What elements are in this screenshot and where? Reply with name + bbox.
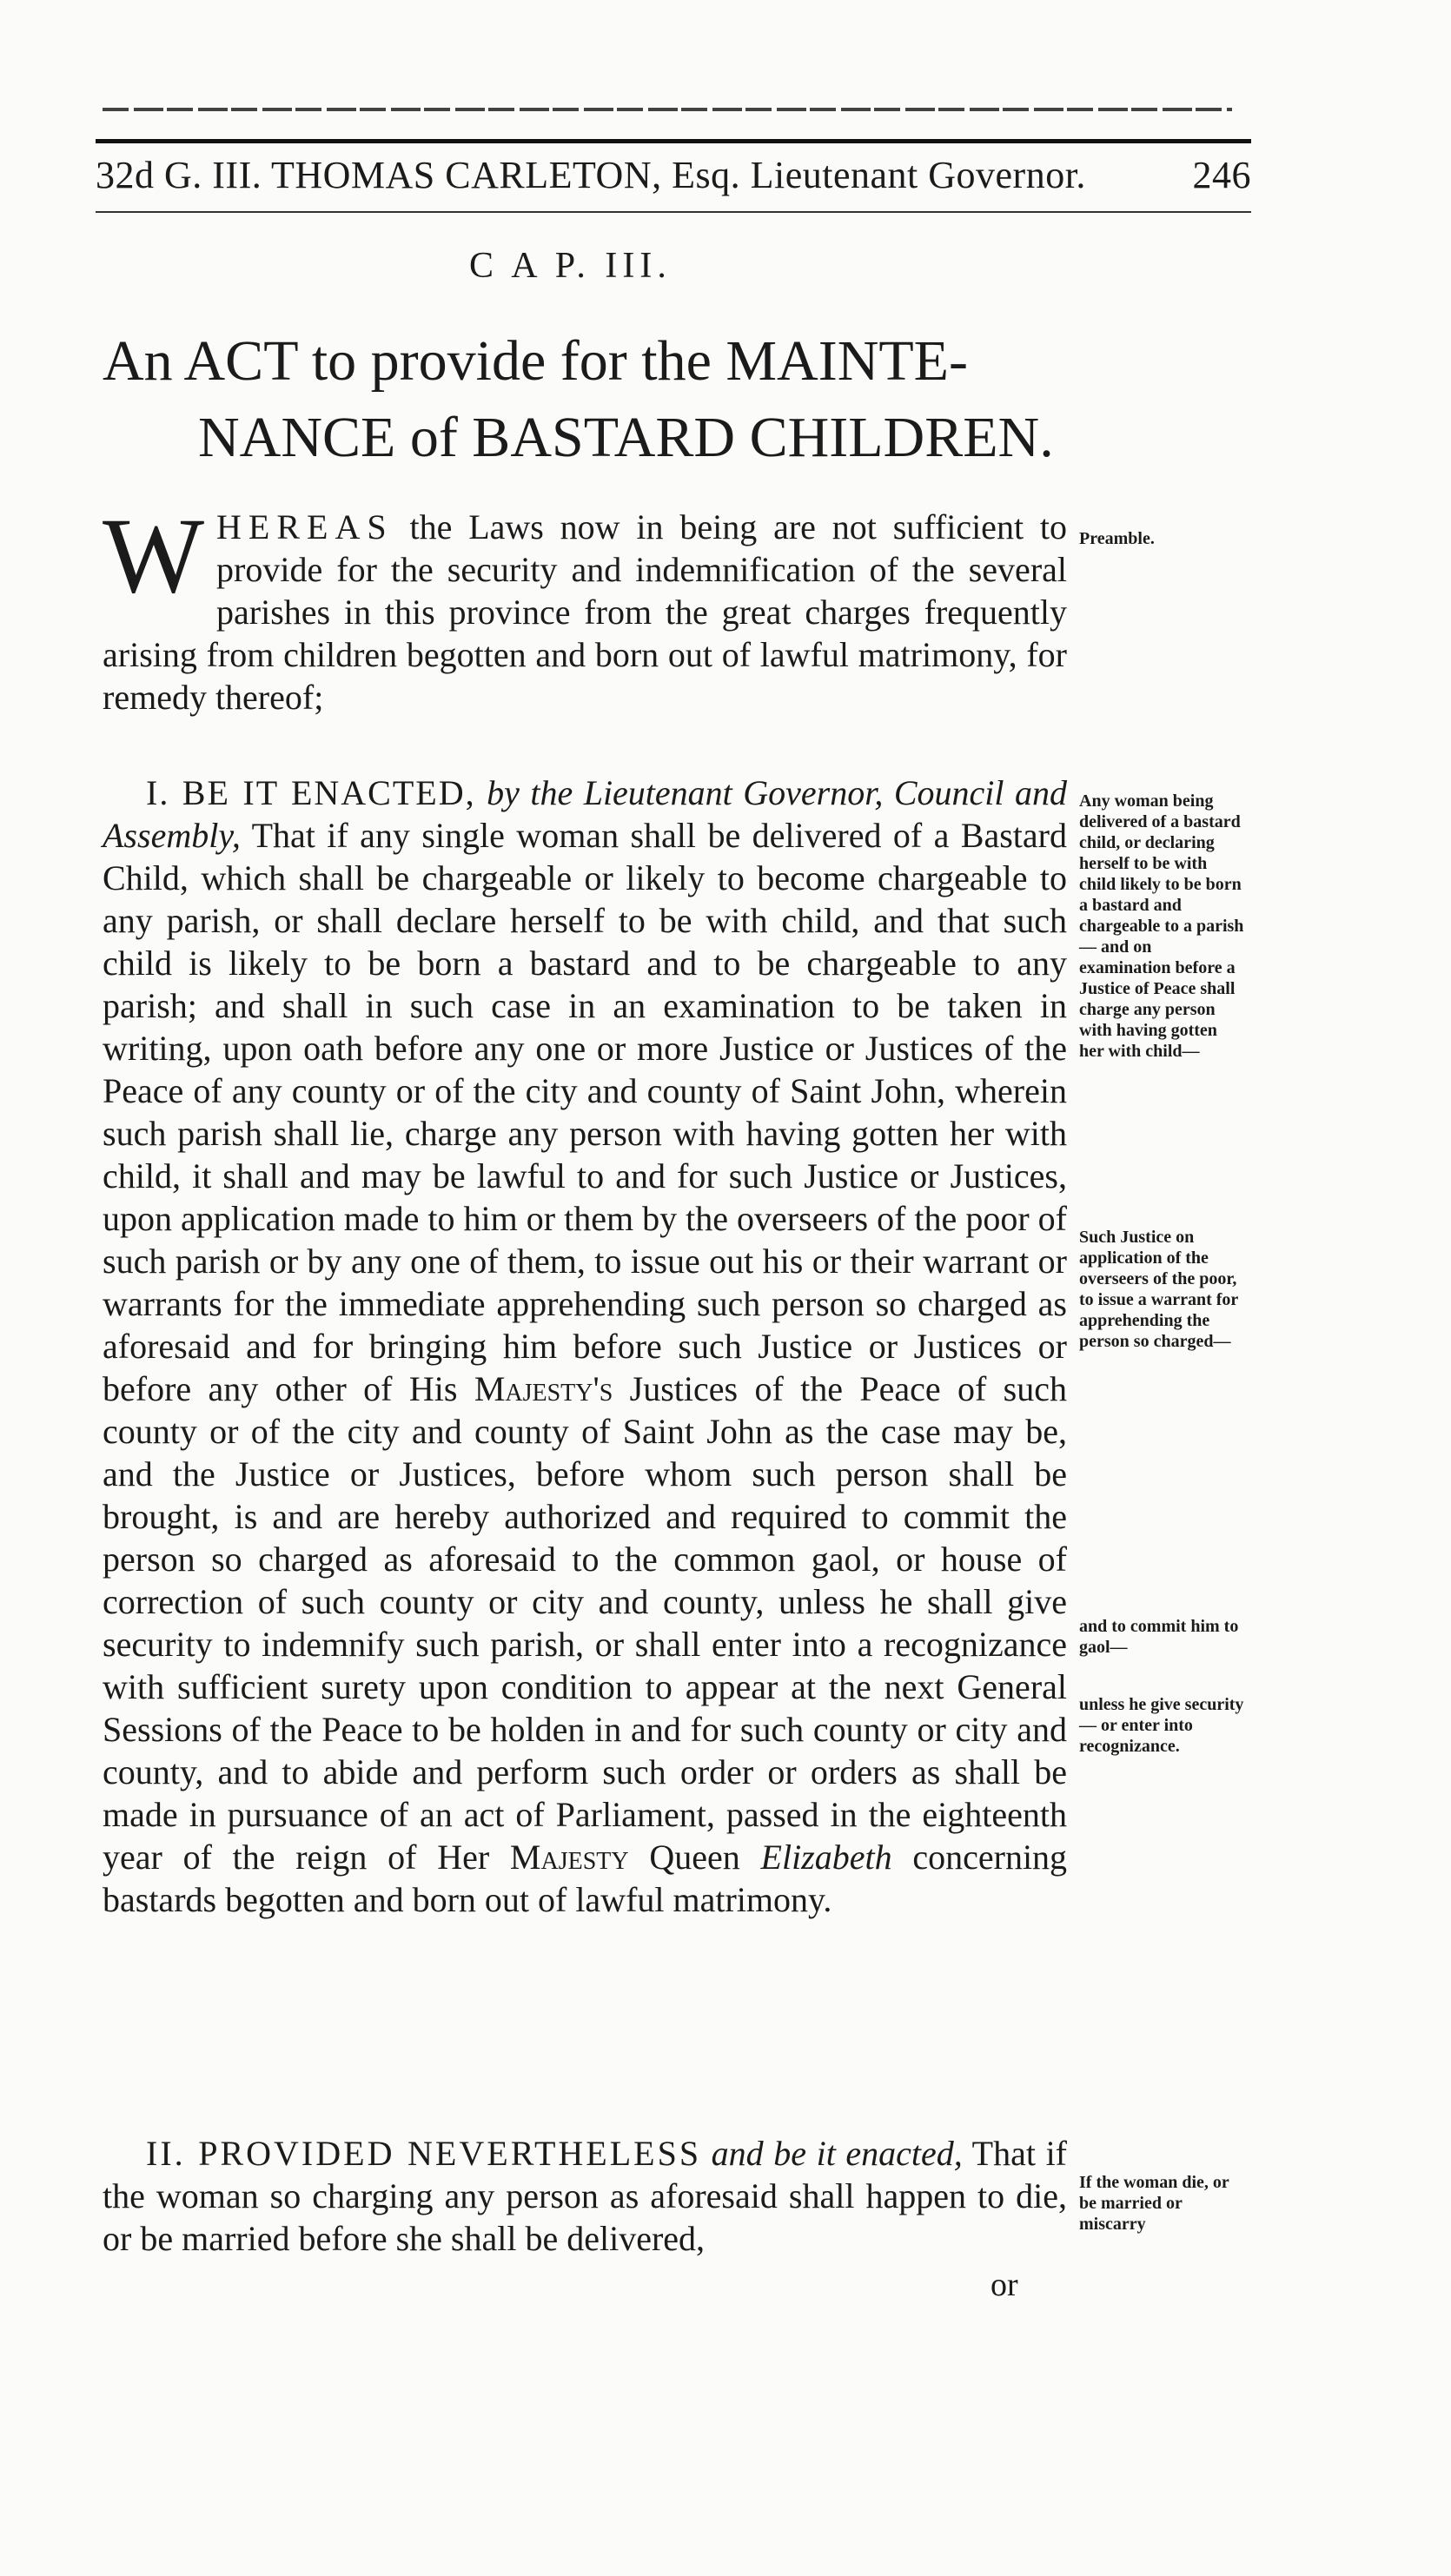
section-2-lead: II. PROVIDED NEVERTHELESS (146, 2134, 702, 2173)
margin-note-3: and to commit him to gaol— (1079, 1617, 1239, 1657)
page-number: 246 (1192, 154, 1251, 196)
act-title-line1: An ACT to provide for the MAINTE- (103, 329, 968, 393)
act-title (103, 323, 1145, 476)
catchword: or (991, 2267, 1018, 2303)
section-1-text-d: concerning bastards begotten and born out of lawful matrimony. (103, 1838, 1068, 1919)
section-1-paragraph (103, 771, 1067, 1921)
act-title-line2: NANCE of BASTARD CHILDREN. (198, 406, 1054, 469)
preamble-paragraph (103, 496, 1068, 718)
preamble-text: the Laws now in being are not sufficient to provide for the security and indemnification of the several parishes in this province from the great charges frequently arising from children begotten and born out of lawful matrimony, for remedy thereof; (103, 507, 1068, 717)
header-rule-bottom (96, 211, 1251, 213)
majesty-word: Majesty's (474, 1369, 613, 1408)
section-1-text-a: That if any single woman shall be delivered of a Bastard Child, which shall be chargeable or likely to become chargeable to any parish, or shall declare herself to be with child, and that such child is likely to be born a bastard and to be chargeable to any parish; and shall in such case in an examination to be taken in writing, upon oath before any one or more Justice or Justices of the Peace of any county or of the city and county of Saint John, wherein such parish shall lie, charge any person with having gotten her with child, it shall and may be lawful to and for such Justice or Justices, upon application made to him or them by the overseers of the poor of such parish or by any one of them, to issue out his or their warrant or warrants for the immediate apprehending such person so charged as aforesaid and for bringing him before such Justice or Justices or before any other of His (103, 816, 1067, 1408)
section-2-paragraph (103, 2132, 1067, 2260)
elizabeth-word: Elizabeth (760, 1838, 892, 1877)
chapter-heading: C A P. III. (469, 246, 672, 286)
section-2-text: That if the woman so charging any person as aforesaid shall happen to die, or be married before she shall be delivered, (103, 2134, 1067, 2258)
drop-capital: W (103, 496, 205, 615)
margin-note-4: unless he give security— or enter into recognizance. (1079, 1695, 1244, 1756)
preamble-first-word: HEREAS (216, 507, 394, 546)
margin-note-preamble: Preamble. (1079, 529, 1155, 548)
section-1-lead: I. BE IT ENACTED, (146, 773, 476, 812)
top-decorative-rule (103, 108, 1232, 111)
running-header (96, 142, 1251, 209)
section-1-text-c: Queen (649, 1838, 740, 1877)
majesty-word-2: Majesty (509, 1838, 629, 1877)
section-1-enacting-clause: by the Lieutenant Governor, Council and Assembly, (103, 773, 1068, 855)
margin-note-1: Any woman being delivered of a bastard child, or declaring herself to be with child likely to be born a bastard and chargeable to a parish— and on examination before a Justice of Peace shall charge any person with having gotten her with child— (1079, 791, 1244, 1061)
section-2-enacting-clause: and be it enacted, (711, 2134, 963, 2173)
header-title: 32d G. III. THOMAS CARLETON, Esq. Lieutenant Governor. (96, 154, 1086, 196)
margin-note-2: Such Justice on application of the overseers of the poor, to issue a warrant for apprehending the person so charged— (1079, 1228, 1238, 1351)
margin-note-5: If the woman die, or be married or miscarry (1079, 2173, 1229, 2234)
section-1-text-b: Justices of the Peace of such county or of the city and county of Saint John as the case may be, and the Justice or Justices, before whom such person shall be brought, is and are hereby authorized and required to commit the person so charged as aforesaid to the common gaol, or house of correction of such county or city and county, unless he shall give security to indemnify such parish, or shall enter into a recognizance with sufficient surety upon condition to appear at the next General Sessions of the Peace to be holden in and for such county or city and county, and to abide and perform such order or orders as shall be made in pursuance of an act of Parliament, passed in the eighteenth year of the reign of Her (103, 1369, 1068, 1877)
